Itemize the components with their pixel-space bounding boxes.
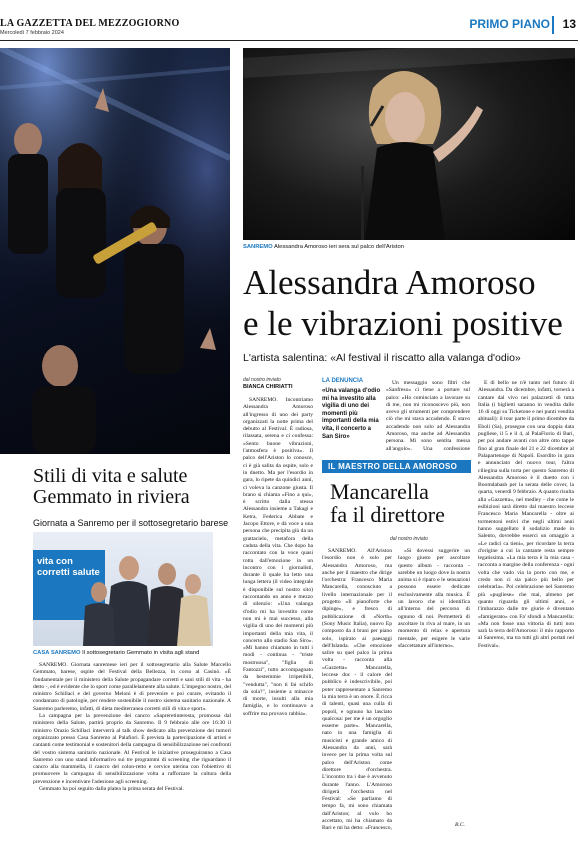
left-photo-caption: [33, 650, 223, 656]
sidebar-col1: [322, 548, 392, 833]
quote-label: LA DENUNCIA: [322, 378, 364, 384]
photo-sign-text: vita con corretti salute: [37, 556, 100, 578]
sidebar-band: IL MAESTRO DELLA AMOROSO: [322, 460, 471, 473]
sidebar-paragraph: SANREMO. All'Ariston l'esordio non è solo per Alessandra Amoroso, ma anche per il maestro che dirige l'orchestra: Francesco Maria Mancarella, conosciuto a livello internazionale per il progetto «Il pianoforte che dipinge», e fresco di pubblicazione di «North» (Sony Music Italia), nuovo Ep composto da 4 brani per piano solo, ispirato ai paesaggi dell'Islanda. «Che emozione salire su quel palco la prima volta - racconta alla «Gazzetta» Mancarella, leccese doc - il calore del pubblico è indescrivibile, poi poter rappresentare a Sanremo la mia terra è un onore. È ricca di talenti, quasi una culla di popoli, e ognuno ha lasciato qualcosa: per me è un orgoglio esserne parte». Mancarella, nato in una famiglia di musicisti e grande amico di Alessandra da anni, sarà invece per la prima volta sul palco dell'Ariston come direttore d'orchestra. L'incontro tra i due è avvenuto durante l'anno. L'Amoroso dirigerà l'orchestra nel Festival: «Se parliamo di tempo fa, mi sono chiamata dall'Ariston; al volo ho accettato, mi ha chiamato da Bari e mi ha detto: «Francesco,: [322, 548, 392, 832]
gemmato-illustration: [33, 532, 213, 646]
main-photo-caption: [243, 244, 575, 250]
main-paragraph: Un messaggio sono filtri che «Sanfreso» ci tiene a portare sul palco: «Ho cominciato a lavorare su di me, non mi riconoscevo più, non avevo gli strumenti per comprendere ciò che mi stava accadendo. È stavo accadendo non solo ad Alessandra Amoroso, ma anche ad Alessandra persona. Mi sono sentita messa all'angolo». Una confessione: [386, 380, 470, 452]
sidebar-sign: B.C.: [455, 822, 465, 828]
page-divider: [552, 16, 554, 34]
main-byline-name: BIANCA CHIRIATTI: [243, 384, 293, 390]
band-photo: [0, 48, 230, 454]
quote-text: «Una valanga d'odio mi ha investito alla vigilia di uno dei momenti più importanti della mia vita, il concerto a San Siro»: [322, 388, 381, 440]
main-article-col1: [243, 397, 313, 833]
left-title-line2: Gemmato in riviera: [33, 485, 190, 508]
left-article-title: [33, 466, 233, 507]
header-rule: [0, 40, 578, 41]
sidebar-col2: [398, 548, 470, 818]
sidebar-title-line2: fa il direttore: [330, 502, 445, 527]
main-caption-tag: SANREMO: [243, 244, 273, 250]
section-label: PRIMO PIANO: [469, 17, 550, 31]
left-paragraph: SANREMO. Giornata sanremese ieri per il sottosegretario alla Salute Marcello Gemmato, barese, ospite del Festival della Bellezza, in corso al Casinò. «È fondamentale per il ministero della Salute propagandare corretti e sani stili di vita - ha detto -, ed è evidente che lo sport come parallelamente alla salute. L'impegno nostro, del ministro Schillaci e del governo Meloni è di prevenire e poi curare, evitando il condannato di patologie, per rendere sostenibile il nostro sistema sanitario nazionale. A Sanremo parleremo, infatti, di dieta mediterranea corretti stili di vita e sport».: [33, 662, 231, 712]
left-paragraph: La campagna per la prevenzione dei cancro «Sapreretinteresta, promossa dal ministero della Salute, partirà proprio da Sanremo. Il 9 febbraio alle ore 16:30 il ministro Orazio Schillaci interverrà al talk show dedicato alla prevenzione dei tumori organizzato presso Casa Sanremo al Palafiori. È prevista la partecipazione di artisti e cantanti come testimonial e sostenitori della campagna di sensibilizzazione nei confronti del vostro sistema sanitario nazionale. Al Festival le iniziative proseguiranno a Casa Sanremo con uno stand informativo sui tre programmi di screening che riguardano il cancro alla mammella, il cancro del colon-retto e cervice uterina con l'obiettivo di promuovere la campagna di sensibilizzazione volta a rafforzare la cultura della prevenzione e incentivare l'adesione agli screening.: [33, 713, 231, 785]
main-title-line1: Alessandra Amoroso: [243, 263, 536, 302]
singer-illustration: [243, 48, 575, 240]
left-caption-text: Il sottosegretario Gemmato in visita agli stand: [82, 650, 200, 656]
left-title-line1: Stili di vita e salute: [33, 465, 188, 487]
sidebar-paragraph: «Si dovessi suggerire un luogo giusto per ascoltare questo album - racconta - sarebbe un luogo dove la nostra anima si è riparo e le sensazioni possono essere dedicate esclusivamente alla musica. È un lavoro che si identifica all'interno del percorso di ognuno di noi. Permetterà di ascoltare in riva al mare, in un momento di relax e apertura mentale, per esigere le varie sfaccettature all'interno».: [398, 548, 470, 649]
left-paragraph: Gemmato ha poi seguito dalla platea la prima serata del Festival.: [39, 786, 184, 793]
left-article-subtitle: Giornata a Sanremo per il sottosegretario barese: [33, 518, 229, 528]
main-article-col3: [478, 380, 574, 830]
amoroso-photo: [243, 48, 575, 240]
main-byline-label: dal nostro inviato: [243, 377, 281, 383]
main-paragraph: E di bello ne n'è tanto nel futuro di Alessandra. Da dicembre, infatti, tornerà a cantare dal vivo nei palazzetti di tutta Italia (i biglietti saranno in vendita dalle 16 di oggi su Ticketone e nei punti vendita abituali): il tour parte il primo dicembre da Eboli (Sa), prosegue con una doppia data pugliese, il 5 e il 4, al PalaFlorio di Bari, per poi andare avanti con altre otto tappe fino al gran finale del 21 e 22 dicembre al Palapartenope di Napoli. Esordito in gara e annunciato del nuovo tour, l'altra ciliegina sulla torta per questo Sanremo di Alessandra Amoroso è il duetto con i Boomdabash per la serata delle cover, la quarta, venerdì 9 febbraio. A quanto risulta alla «Gazzetta», nel medley - che come le esibizioni sarà diretto dal maestro leccese Francesco Maria Mancarella - oltre ai tormentoni estivi che negli ultimi anni hanno suggellato il sodalizio made in Salento, dovrebbe esserci un omaggio a «Le radici ca tieni», per ricordare la terra d'origine a cui la cantante resta sempre legatissima. «La mia terra è la mia casa - racconta a margine della conferenza - ogni volta che vado via la porto con me, e credo non ci sia palco più bello per celebrarla». Poi celebrazione nel Sanremo più «pugliese» che mai, almeno per quanto riguarda gli ultimi anni, e l'imbarazzo dalle tre giurie è diventato «famigerato» con Fa' sfondi a Mancarella: «Ma non fosse una vittoria di tutti non sarà la terra dell'Amoroso: il mio rapporto al Sanremo, ma tra tutti gli altri portati nel Festival».: [478, 380, 574, 649]
sidebar-byline-label: dal nostro inviato: [390, 536, 428, 542]
main-article-title: [243, 262, 579, 344]
masthead-name: LA GAZZETTA DEL MEZZOGIORNO: [0, 18, 180, 29]
gemmato-photo: [33, 532, 213, 646]
page-number: 13: [562, 17, 576, 31]
masthead-date: Mercoledì 7 febbraio 2024: [0, 30, 64, 36]
band-illustration: [0, 48, 230, 454]
main-article-col2: [386, 380, 470, 452]
main-paragraph: SANREMO. Incontriamo Alessandra Amoroso all'ingresso di uno dei party organizzati la notte prima del debutto al Festival. È radiosa, rilassata, serena e ci confessa: «Sento buone vibrazioni, l'atmosfera è positiva». Il palco dell'Ariston lo conosce, ci è già salita da ospite, solo e in duetto. Ma per l'esordio in gara, lo ripete da quindici anni, ci voleva la canzone giusta. Il brano si chiama «Fino a qui», è scritto dalla stessa Alessandra insieme a Takagi e Ketra, Federica Abbate e Jacopo Ettore, e dà voce a una persona che precipita giù da un grattacielo, metafora della caduta della vita. Che dopo ha raccontato con la voce quasi rotta dall'emozione in un incontro con i giornalisti, durante il quale ha letto una lunga lettera (il video integrale è disponibile sul nostro sito) raccontando un anno e mezzo di silenzio: «Una valanga d'odio mi ha investito come non mi è mai successo, alla vigilia di uno dei momenti più importanti della mia vita, il concerto allo stadio San Siro». «Mi hanno chiamato in tutti i modi - continua - "triste mostruosa", "figlia di Fantozzi", tutto accompagnato da bestemmie irripetibili, "vendutta", "non ti fai schifo da sola?", insieme a minacce di morte, insulti alla mia famiglia, e lo continuavo a soffrire ma provavo rabbia».: [243, 397, 313, 717]
left-caption-tag: CASA SANREMO: [33, 650, 81, 656]
main-article-subtitle: L'artista salentina: «Al festival il riscatto alla valanga d'odio»: [243, 352, 521, 364]
main-title-line2: e le vibrazioni positive: [243, 304, 563, 343]
sidebar-title: [330, 480, 470, 526]
sidebar-title-line1: Mancarella: [330, 479, 429, 504]
left-article-body: [33, 662, 231, 832]
main-caption-text: Alessandra Amoroso ieri sera sul palco dell'Ariston: [273, 244, 404, 250]
